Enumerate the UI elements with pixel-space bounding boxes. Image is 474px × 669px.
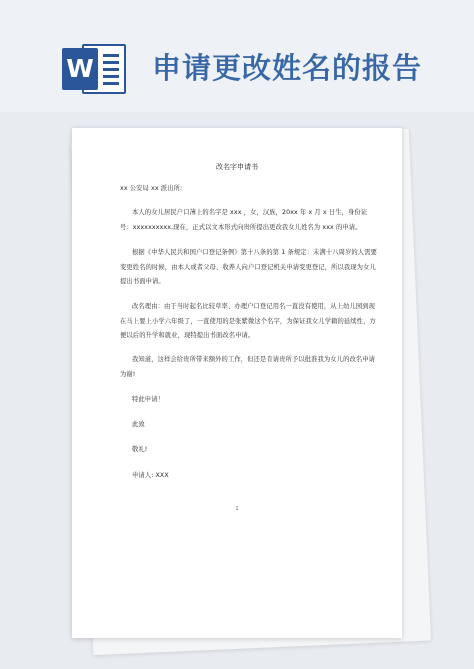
page-number: 1	[235, 506, 239, 512]
recipient-address: xx 公安局 xx 派出所:	[120, 185, 183, 192]
applicant-signature-line: 申请人: XXX	[132, 472, 169, 479]
header-banner	[0, 0, 474, 112]
word-document-icon	[62, 42, 128, 96]
closing-line-1: 此致	[132, 421, 145, 428]
paragraph-3: 改名理由：由于当时起名比较草率、办理户口登记用名一直没有使用，从上幼儿园到现在马上要上小学六年级了，一直使用的是张紫微这个名字，为保证我女儿学籍的延续性，方便以后的升学和就业，现特提出书面改名申请。	[120, 303, 376, 339]
paragraph-4: 我知道，这样会给贵所带来额外的工作，但还是肯请贵所予以批准我为女儿的改名申请为谢!	[120, 356, 376, 378]
paragraph-2: 根据《中华人民共和国户口登记条例》第十八条的第 1 条规定：未满十八周岁的人需要变更姓名的时候，由本人或者父母、收养人向户口登记机关申请变更登记，所以我现为女儿提出书面申请。	[120, 249, 377, 285]
special-request-line: 特此申请！	[132, 396, 164, 403]
page-title: 申请更改姓名的报告	[152, 51, 423, 85]
closing-line-2: 敬礼!	[132, 446, 148, 453]
document-page	[72, 128, 402, 638]
paragraph-1: 本人的女儿居民户口薄上的名字是 xxx ，女，汉族，20xx 年 x 月 x 日生，身份证号：xxxxxxxxxx,现在，正式以文本形式向贵所提出更改我女儿姓名为 xxx 的申请。	[120, 209, 368, 231]
word-w-badge: W	[62, 48, 98, 90]
document-title: 改名字申请书	[216, 163, 258, 171]
